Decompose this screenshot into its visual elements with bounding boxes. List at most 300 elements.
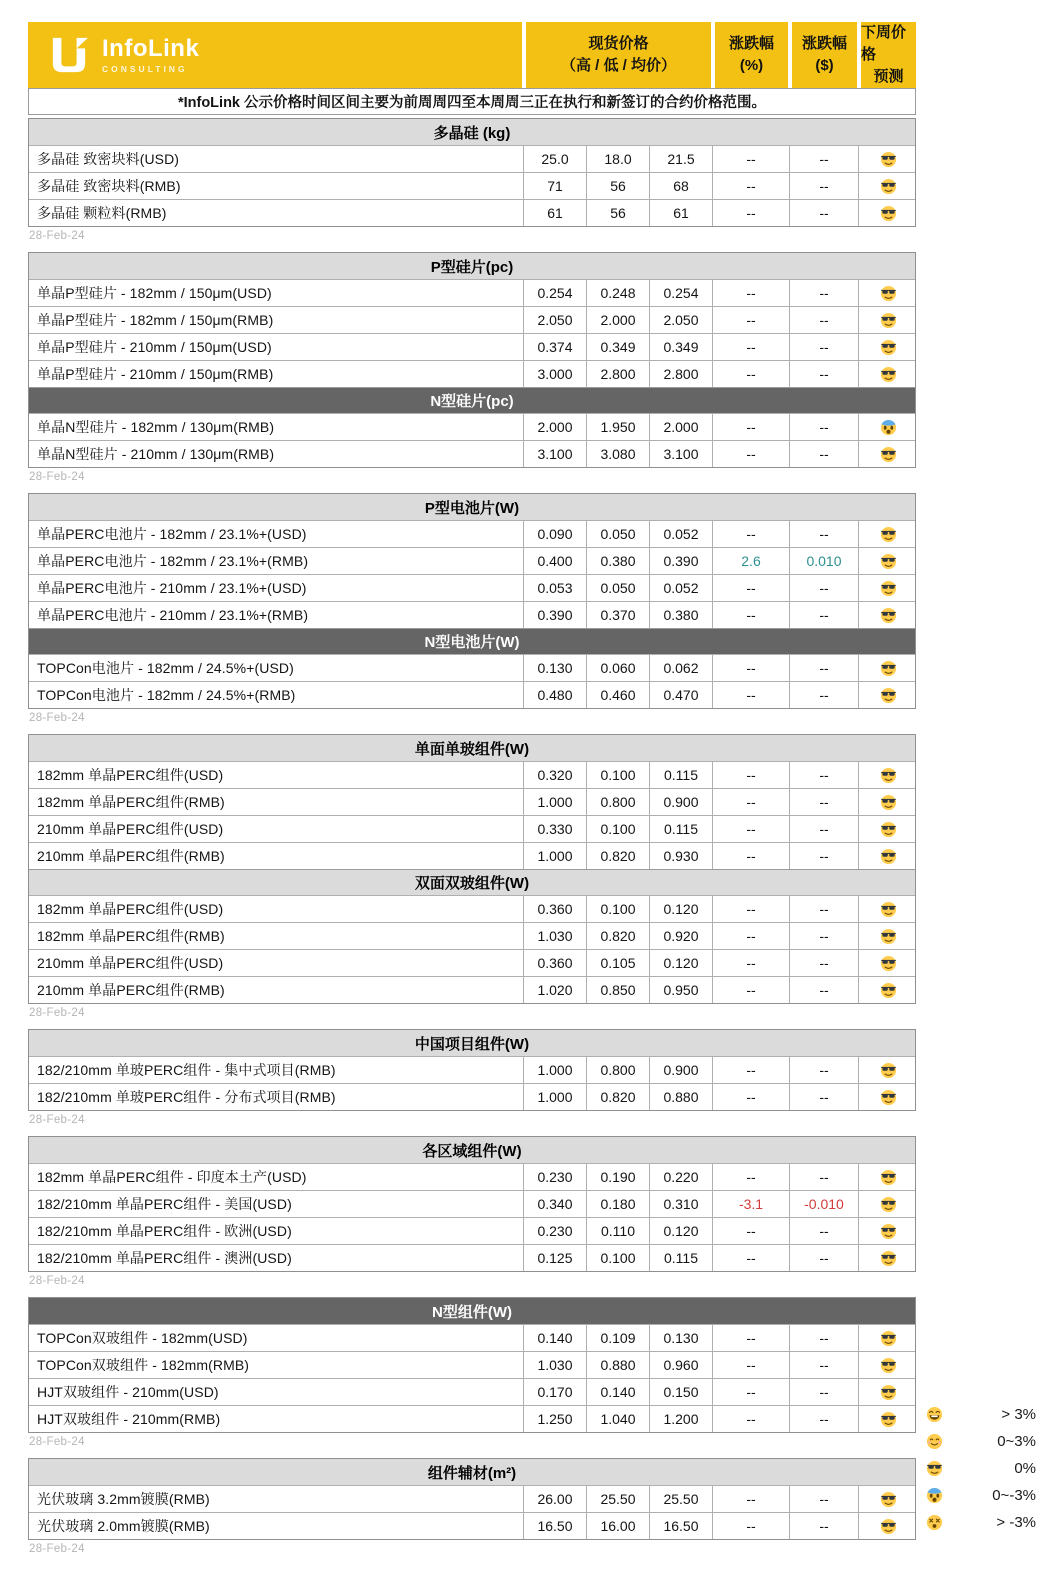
change-abs: --	[789, 1325, 858, 1351]
sunglasses-emoji	[926, 1460, 944, 1477]
price-row	[29, 333, 915, 360]
product-label: 210mm 单晶PERC组件(USD)	[37, 955, 224, 971]
legend-label: > 3%	[1001, 1406, 1036, 1423]
price-sections	[28, 118, 916, 1555]
price-avg: 0.115	[649, 762, 712, 788]
price-high: 2.000	[523, 414, 586, 440]
price-avg: 0.380	[649, 602, 712, 628]
product-label: 单晶N型硅片 - 182mm / 130μm(RMB)	[37, 419, 275, 435]
date-label: 28-Feb-24	[29, 1114, 85, 1126]
price-row	[29, 949, 915, 976]
product-label: 单晶PERC电池片 - 210mm / 23.1%+(RMB)	[37, 607, 309, 623]
change-abs: --	[789, 307, 858, 333]
price-row	[29, 681, 915, 708]
change-abs-unit: ($)	[815, 57, 834, 74]
product-label: 182/210mm 单晶PERC组件 - 欧洲(USD)	[37, 1223, 292, 1239]
change-pct: --	[712, 414, 789, 440]
forecast-cell	[858, 1379, 917, 1405]
price-low: 56	[586, 200, 649, 226]
price-low: 0.880	[586, 1352, 649, 1378]
price-low: 0.140	[586, 1379, 649, 1405]
product-label: 182/210mm 单玻PERC组件 - 集中式项目(RMB)	[37, 1062, 336, 1078]
brand-subtitle: CONSULTING	[102, 63, 188, 74]
product-label: 光伏玻璃 3.2mm镀膜(RMB)	[37, 1491, 210, 1507]
change-abs: --	[789, 575, 858, 601]
price-avg: 0.960	[649, 1352, 712, 1378]
price-low: 3.080	[586, 441, 649, 467]
price-high: 0.340	[523, 1191, 586, 1217]
legend-item	[926, 1428, 1036, 1455]
forecast-cell	[858, 923, 917, 949]
infolink-logo-text	[102, 34, 200, 74]
change-abs: --	[789, 950, 858, 976]
change-pct: --	[712, 200, 789, 226]
price-high: 0.390	[523, 602, 586, 628]
product-label: 多晶硅 致密块料(USD)	[37, 151, 180, 167]
sunglasses-emoji	[880, 687, 897, 704]
change-pct-title: 涨跌幅	[728, 35, 774, 52]
price-low: 0.460	[586, 682, 649, 708]
price-row	[29, 895, 915, 922]
price-row	[29, 1217, 915, 1244]
sunglasses-emoji	[880, 1491, 897, 1508]
price-row	[29, 145, 915, 172]
price-avg: 2.050	[649, 307, 712, 333]
change-pct: --	[712, 1379, 789, 1405]
forecast-cell	[858, 173, 917, 199]
product-label: TOPCon电池片 - 182mm / 24.5%+(RMB)	[37, 687, 296, 703]
change-abs: --	[789, 361, 858, 387]
sunglasses-emoji	[880, 848, 897, 865]
change-pct: --	[712, 655, 789, 681]
price-high: 0.230	[523, 1218, 586, 1244]
sunglasses-emoji	[880, 821, 897, 838]
price-high: 1.020	[523, 977, 586, 1003]
price-low: 0.248	[586, 280, 649, 306]
forecast-cell	[858, 307, 917, 333]
price-avg: 2.800	[649, 361, 712, 387]
sunglasses-emoji	[880, 767, 897, 784]
legend-item	[926, 1509, 1036, 1536]
forecast-legend	[926, 1401, 1036, 1536]
price-avg: 0.120	[649, 896, 712, 922]
price-low: 0.100	[586, 762, 649, 788]
sunglasses-emoji	[880, 982, 897, 999]
product-label: TOPCon电池片 - 182mm / 24.5%+(USD)	[37, 660, 294, 676]
product-label: 单晶N型硅片 - 210mm / 130μm(RMB)	[37, 446, 275, 462]
column-header-change-abs	[788, 22, 857, 88]
product-label: 210mm 单晶PERC组件(RMB)	[37, 848, 225, 864]
forecast-cell	[858, 1218, 917, 1244]
change-abs: --	[789, 521, 858, 547]
price-high: 0.130	[523, 655, 586, 681]
section-header: N型电池片(W)	[29, 628, 915, 654]
sunglasses-emoji	[880, 553, 897, 570]
price-high: 0.053	[523, 575, 586, 601]
spot-price-subtitle: （高 / 低 / 均价）	[560, 57, 676, 74]
change-abs: --	[789, 896, 858, 922]
date-label: 28-Feb-24	[29, 1436, 85, 1448]
price-card	[28, 493, 916, 709]
column-header-spot-price	[522, 22, 711, 88]
product-label: HJT双玻组件 - 210mm(RMB)	[37, 1411, 221, 1427]
sunglasses-emoji	[880, 928, 897, 945]
price-low: 0.050	[586, 575, 649, 601]
price-avg: 0.052	[649, 575, 712, 601]
forecast-cell	[858, 1325, 917, 1351]
price-avg: 25.50	[649, 1486, 712, 1512]
price-row	[29, 842, 915, 869]
change-pct: --	[712, 977, 789, 1003]
price-high: 3.100	[523, 441, 586, 467]
price-avg: 61	[649, 200, 712, 226]
change-pct: --	[712, 1352, 789, 1378]
forecast-cell	[858, 1486, 917, 1512]
sunglasses-emoji	[880, 901, 897, 918]
change-pct: --	[712, 1245, 789, 1271]
price-low: 0.349	[586, 334, 649, 360]
forecast-cell	[858, 200, 917, 226]
product-label: 182/210mm 单晶PERC组件 - 美国(USD)	[37, 1196, 292, 1212]
change-abs: --	[789, 1245, 858, 1271]
price-high: 0.480	[523, 682, 586, 708]
change-abs: --	[789, 977, 858, 1003]
price-low: 56	[586, 173, 649, 199]
price-avg: 0.470	[649, 682, 712, 708]
forecast-cell	[858, 655, 917, 681]
brand-name: InfoLink	[102, 34, 200, 62]
price-high: 0.320	[523, 762, 586, 788]
sunglasses-emoji	[880, 1089, 897, 1106]
legend-label: 0~-3%	[992, 1487, 1036, 1504]
price-low: 0.850	[586, 977, 649, 1003]
forecast-cell	[858, 1164, 917, 1190]
section-header: P型电池片(W)	[29, 494, 915, 520]
price-low: 0.190	[586, 1164, 649, 1190]
forecast-cell	[858, 521, 917, 547]
forecast-cell	[858, 682, 917, 708]
legend-item	[926, 1455, 1036, 1482]
change-pct: --	[712, 682, 789, 708]
change-abs: --	[789, 843, 858, 869]
price-row	[29, 360, 915, 387]
column-header-forecast	[857, 22, 916, 88]
change-abs: --	[789, 1057, 858, 1083]
price-high: 1.030	[523, 1352, 586, 1378]
section-header: P型硅片(pc)	[29, 253, 915, 279]
price-low: 0.800	[586, 789, 649, 815]
price-low: 18.0	[586, 146, 649, 172]
price-row	[29, 1405, 915, 1432]
forecast-cell	[858, 146, 917, 172]
sunglasses-emoji	[880, 446, 897, 463]
change-abs: --	[789, 414, 858, 440]
price-high: 1.000	[523, 789, 586, 815]
forecast-cell	[858, 280, 917, 306]
price-avg: 0.310	[649, 1191, 712, 1217]
scream-emoji	[880, 419, 897, 436]
price-row	[29, 1244, 915, 1271]
sunglasses-emoji	[880, 285, 897, 302]
change-pct: --	[712, 843, 789, 869]
forecast-cell	[858, 950, 917, 976]
legend-item	[926, 1401, 1036, 1428]
smile-emoji	[926, 1433, 944, 1450]
date-label: 28-Feb-24	[29, 471, 85, 483]
change-abs: --	[789, 789, 858, 815]
price-row	[29, 1351, 915, 1378]
price-row	[29, 279, 915, 306]
price-high: 1.000	[523, 1084, 586, 1110]
price-high: 0.140	[523, 1325, 586, 1351]
price-high: 0.400	[523, 548, 586, 574]
change-pct-unit: (%)	[739, 57, 764, 74]
price-low: 1.040	[586, 1406, 649, 1432]
price-low: 0.109	[586, 1325, 649, 1351]
change-pct: --	[712, 1325, 789, 1351]
forecast-cell	[858, 1057, 917, 1083]
change-abs: --	[789, 1352, 858, 1378]
product-label: 单晶P型硅片 - 210mm / 150μm(RMB)	[37, 366, 274, 382]
change-pct: --	[712, 1513, 789, 1539]
price-high: 2.050	[523, 307, 586, 333]
date-label: 28-Feb-24	[29, 1007, 85, 1019]
price-bulletin	[28, 22, 916, 1565]
product-label: 单晶PERC电池片 - 182mm / 23.1%+(RMB)	[37, 553, 309, 569]
change-pct: --	[712, 334, 789, 360]
product-label: 210mm 单晶PERC组件(USD)	[37, 821, 224, 837]
forecast-cell	[858, 334, 917, 360]
price-row	[29, 306, 915, 333]
price-high: 3.000	[523, 361, 586, 387]
legend-label: 0%	[1014, 1460, 1036, 1477]
forecast-cell	[858, 1084, 917, 1110]
change-abs: --	[789, 923, 858, 949]
price-avg: 0.254	[649, 280, 712, 306]
price-avg: 0.120	[649, 1218, 712, 1244]
price-card	[28, 1029, 916, 1111]
price-low: 0.100	[586, 816, 649, 842]
price-low: 0.110	[586, 1218, 649, 1244]
price-low: 25.50	[586, 1486, 649, 1512]
change-abs: --	[789, 816, 858, 842]
forecast-cell	[858, 977, 917, 1003]
spot-price-title: 现货价格	[588, 35, 649, 52]
change-pct: --	[712, 280, 789, 306]
sunglasses-emoji	[880, 205, 897, 222]
price-low: 0.820	[586, 843, 649, 869]
change-pct: --	[712, 521, 789, 547]
change-pct: --	[712, 1057, 789, 1083]
price-avg: 2.000	[649, 414, 712, 440]
change-abs: --	[789, 655, 858, 681]
sunglasses-emoji	[880, 1518, 897, 1535]
price-card	[28, 734, 916, 1004]
price-row	[29, 440, 915, 467]
change-abs: --	[789, 441, 858, 467]
price-avg: 0.115	[649, 816, 712, 842]
forecast-subtitle: 预测	[873, 68, 904, 85]
product-label: 单晶P型硅片 - 210mm / 150μm(USD)	[37, 339, 272, 355]
price-row	[29, 1485, 915, 1512]
price-row	[29, 172, 915, 199]
product-label: 单晶PERC电池片 - 182mm / 23.1%+(USD)	[37, 526, 307, 542]
change-pct: --	[712, 1218, 789, 1244]
price-row	[29, 520, 915, 547]
change-pct: --	[712, 307, 789, 333]
price-avg: 0.130	[649, 1325, 712, 1351]
price-avg: 0.120	[649, 950, 712, 976]
price-avg: 3.100	[649, 441, 712, 467]
forecast-title: 下周价格	[861, 24, 907, 63]
price-low: 0.380	[586, 548, 649, 574]
section-header: 多晶硅 (kg)	[29, 119, 915, 145]
price-low: 1.950	[586, 414, 649, 440]
change-pct: --	[712, 923, 789, 949]
price-row	[29, 1056, 915, 1083]
date-label: 28-Feb-24	[29, 1543, 85, 1555]
sunglasses-emoji	[880, 955, 897, 972]
change-abs: --	[789, 1379, 858, 1405]
price-low: 0.060	[586, 655, 649, 681]
price-avg: 68	[649, 173, 712, 199]
price-high: 1.030	[523, 923, 586, 949]
section-header: 中国项目组件(W)	[29, 1030, 915, 1056]
table-header	[28, 22, 916, 88]
change-pct: --	[712, 575, 789, 601]
price-high: 0.330	[523, 816, 586, 842]
price-period-note: *InfoLink 公示价格时间区间主要为前周周四至本周周三正在执行和新签订的合约价格范围。	[28, 88, 916, 115]
price-row	[29, 1163, 915, 1190]
section-header: N型硅片(pc)	[29, 387, 915, 413]
sunglasses-emoji	[880, 526, 897, 543]
sunglasses-emoji	[880, 339, 897, 356]
price-card	[28, 118, 916, 227]
product-label: 182/210mm 单玻PERC组件 - 分布式项目(RMB)	[37, 1089, 336, 1105]
price-low: 2.000	[586, 307, 649, 333]
sunglasses-emoji	[880, 1357, 897, 1374]
price-high: 0.254	[523, 280, 586, 306]
sunglasses-emoji	[880, 1223, 897, 1240]
scream-emoji	[926, 1487, 944, 1504]
price-low: 0.050	[586, 521, 649, 547]
price-low: 0.100	[586, 896, 649, 922]
change-abs: --	[789, 200, 858, 226]
sunglasses-emoji	[880, 1330, 897, 1347]
sunglasses-emoji	[880, 660, 897, 677]
price-avg: 0.930	[649, 843, 712, 869]
section-header: 各区域组件(W)	[29, 1137, 915, 1163]
product-label: 光伏玻璃 2.0mm镀膜(RMB)	[37, 1518, 210, 1534]
product-label: HJT双玻组件 - 210mm(USD)	[37, 1384, 219, 1400]
forecast-cell	[858, 1513, 917, 1539]
price-high: 0.360	[523, 896, 586, 922]
price-low: 0.180	[586, 1191, 649, 1217]
forecast-cell	[858, 1245, 917, 1271]
change-pct: --	[712, 1486, 789, 1512]
change-pct: --	[712, 816, 789, 842]
sunglasses-emoji	[880, 580, 897, 597]
legend-label: > -3%	[996, 1514, 1036, 1531]
forecast-cell	[858, 575, 917, 601]
price-row	[29, 1190, 915, 1217]
price-row	[29, 199, 915, 226]
price-avg: 0.349	[649, 334, 712, 360]
price-avg: 21.5	[649, 146, 712, 172]
price-row	[29, 788, 915, 815]
product-label: 多晶硅 致密块料(RMB)	[37, 178, 181, 194]
sunglasses-emoji	[880, 1411, 897, 1428]
change-pct: -3.1	[712, 1191, 789, 1217]
legend-label: 0~3%	[997, 1433, 1036, 1450]
change-abs: --	[789, 682, 858, 708]
price-low: 0.820	[586, 923, 649, 949]
price-avg: 0.220	[649, 1164, 712, 1190]
date-label: 28-Feb-24	[29, 712, 85, 724]
price-card	[28, 1136, 916, 1272]
price-high: 0.125	[523, 1245, 586, 1271]
price-high: 0.170	[523, 1379, 586, 1405]
change-pct: --	[712, 789, 789, 815]
infolink-logo	[28, 22, 522, 88]
sunglasses-emoji	[880, 366, 897, 383]
change-pct: --	[712, 441, 789, 467]
sunglasses-emoji	[880, 1196, 897, 1213]
change-pct: --	[712, 361, 789, 387]
product-label: 210mm 单晶PERC组件(RMB)	[37, 982, 225, 998]
product-label: 182/210mm 单晶PERC组件 - 澳洲(USD)	[37, 1250, 292, 1266]
sunglasses-emoji	[880, 151, 897, 168]
price-row	[29, 413, 915, 440]
product-label: 182mm 单晶PERC组件 - 印度本土产(USD)	[37, 1169, 307, 1185]
price-card	[28, 1458, 916, 1540]
forecast-cell	[858, 1406, 917, 1432]
price-row	[29, 601, 915, 628]
change-abs: --	[789, 1164, 858, 1190]
product-label: 182mm 单晶PERC组件(USD)	[37, 901, 224, 917]
price-card	[28, 252, 916, 468]
infolink-logo-icon	[48, 36, 90, 74]
price-avg: 0.920	[649, 923, 712, 949]
change-pct: --	[712, 1084, 789, 1110]
price-high: 0.230	[523, 1164, 586, 1190]
price-avg: 0.900	[649, 1057, 712, 1083]
forecast-cell	[858, 1191, 917, 1217]
price-low: 0.370	[586, 602, 649, 628]
product-label: 单晶P型硅片 - 182mm / 150μm(USD)	[37, 285, 272, 301]
product-label: 182mm 单晶PERC组件(RMB)	[37, 794, 225, 810]
change-pct: --	[712, 762, 789, 788]
dizzy-emoji	[926, 1514, 944, 1531]
price-avg: 16.50	[649, 1513, 712, 1539]
change-abs: --	[789, 1486, 858, 1512]
price-avg: 0.880	[649, 1084, 712, 1110]
price-high: 16.50	[523, 1513, 586, 1539]
price-high: 61	[523, 200, 586, 226]
price-card	[28, 1297, 916, 1433]
change-pct: --	[712, 950, 789, 976]
price-high: 1.000	[523, 843, 586, 869]
price-avg: 0.115	[649, 1245, 712, 1271]
price-low: 0.105	[586, 950, 649, 976]
product-label: TOPCon双玻组件 - 182mm(USD)	[37, 1330, 248, 1346]
change-abs: --	[789, 1513, 858, 1539]
date-label: 28-Feb-24	[29, 230, 85, 242]
change-abs: --	[789, 334, 858, 360]
sunglasses-emoji	[880, 1169, 897, 1186]
product-label: TOPCon双玻组件 - 182mm(RMB)	[37, 1357, 250, 1373]
legend-item	[926, 1482, 1036, 1509]
